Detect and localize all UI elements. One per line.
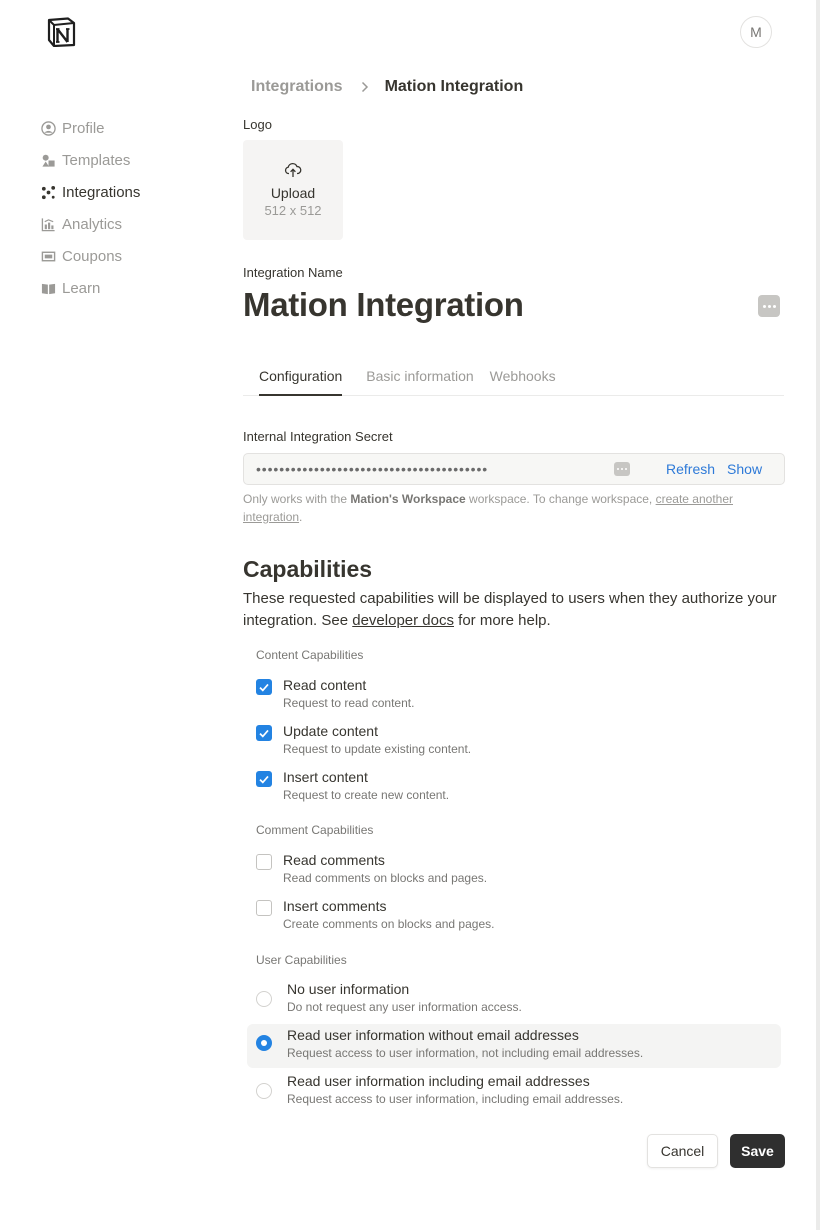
- capabilities-description: [243, 588, 783, 632]
- capability-title: No user information: [287, 981, 410, 997]
- avatar[interactable]: [740, 16, 772, 48]
- sidebar: [40, 112, 140, 304]
- sidebar-item-label: Coupons: [62, 247, 123, 265]
- secret-label: Internal Integration Secret: [243, 429, 393, 444]
- sidebar-item-learn[interactable]: [40, 272, 140, 304]
- breadcrumb-root-link[interactable]: Integrations: [251, 78, 343, 95]
- user-capabilities-label: User Capabilities: [256, 953, 347, 967]
- more-options-icon[interactable]: [758, 295, 780, 317]
- insert-comments-checkbox[interactable]: [256, 900, 272, 916]
- capability-title: Insert comments: [283, 898, 387, 914]
- capability-title: Read user information including email addresses: [287, 1073, 590, 1089]
- notion-logo-icon[interactable]: [47, 17, 76, 47]
- note-text: Only works with the: [243, 492, 351, 506]
- capability-desc: Request to update existing content.: [283, 742, 472, 756]
- capability-desc: Request to create new content.: [283, 788, 450, 802]
- sidebar-item-coupons[interactable]: [40, 240, 140, 272]
- capability-desc: Request to read content.: [283, 696, 415, 710]
- sidebar-item-integrations[interactable]: [40, 176, 140, 208]
- capability-insert-content: [256, 769, 449, 802]
- capability-desc: Request access to user information, including email addresses.: [287, 1092, 624, 1106]
- user-option-with-email[interactable]: [247, 1072, 781, 1116]
- capability-title: Read user information without email addresses: [287, 1027, 579, 1043]
- sidebar-item-label: Templates: [62, 151, 131, 169]
- breadcrumb-current: Mation Integration: [384, 78, 524, 95]
- capability-desc: Create comments on blocks and pages.: [283, 917, 495, 931]
- logo-upload-button[interactable]: [243, 140, 343, 240]
- upload-label: Upload: [270, 185, 316, 201]
- tab-configuration[interactable]: Configuration: [259, 358, 342, 396]
- capability-title: Update content: [283, 723, 378, 739]
- logo-label: Logo: [243, 117, 272, 132]
- tab-webhooks[interactable]: Webhooks: [489, 368, 556, 384]
- note-text: workspace. To change workspace,: [465, 492, 656, 506]
- user-option-without-email[interactable]: [247, 1024, 781, 1068]
- chevron-right-icon: [361, 81, 369, 93]
- coupons-icon: [40, 248, 56, 264]
- profile-icon: [40, 120, 56, 136]
- capability-update-content: [256, 723, 471, 756]
- user-info-without-email-radio[interactable]: [256, 1035, 272, 1051]
- sidebar-item-label: Learn: [62, 279, 101, 297]
- note-workspace: Mation's Workspace: [350, 492, 466, 506]
- show-secret-button[interactable]: Show: [727, 461, 763, 477]
- secret-field: [243, 453, 785, 485]
- cloud-upload-icon: [284, 162, 302, 183]
- capabilities-title: Capabilities: [243, 556, 373, 582]
- breadcrumb: [251, 78, 523, 96]
- templates-icon: [40, 152, 56, 168]
- capability-desc: Request access to user information, not including email addresses.: [287, 1046, 644, 1060]
- refresh-secret-button[interactable]: Refresh: [666, 461, 716, 477]
- sidebar-item-profile[interactable]: [40, 112, 140, 144]
- integration-name-label: Integration Name: [243, 265, 343, 280]
- secret-note: [243, 490, 783, 526]
- read-comments-checkbox[interactable]: [256, 854, 272, 870]
- content-capabilities-label: Content Capabilities: [256, 648, 364, 662]
- integration-name-input[interactable]: Mation Integration: [243, 286, 524, 323]
- insert-content-checkbox[interactable]: [256, 771, 272, 787]
- integrations-icon: [40, 184, 56, 200]
- user-info-with-email-radio[interactable]: [256, 1083, 272, 1099]
- comment-capabilities-label: Comment Capabilities: [256, 823, 374, 837]
- user-option-none[interactable]: [247, 980, 781, 1024]
- upload-size-hint: 512 x 512: [264, 203, 322, 218]
- sidebar-item-label: Integrations: [62, 183, 141, 201]
- capability-title: Insert content: [283, 769, 368, 785]
- desc-text: These requested capabilities will be displayed to users when they authorize your integration. See: [243, 590, 777, 629]
- capability-desc: Read comments on blocks and pages.: [283, 871, 488, 885]
- capability-read-comments: [256, 852, 487, 885]
- create-integration-link[interactable]: create another integration: [243, 492, 733, 524]
- sidebar-item-analytics[interactable]: [40, 208, 140, 240]
- copy-icon[interactable]: [614, 462, 630, 476]
- capability-read-content: [256, 677, 414, 710]
- scrollbar-track[interactable]: [816, 0, 820, 1230]
- sidebar-item-label: Profile: [62, 119, 105, 137]
- cancel-button[interactable]: Cancel: [647, 1134, 718, 1168]
- capability-title: Read comments: [283, 852, 385, 868]
- sidebar-item-label: Analytics: [62, 215, 123, 233]
- analytics-icon: [40, 216, 56, 232]
- secret-masked-value[interactable]: ••••••••••••••••••••••••••••••••••••••••: [256, 461, 489, 477]
- checkmark-icon: [259, 775, 269, 784]
- sidebar-item-templates[interactable]: [40, 144, 140, 176]
- no-user-info-radio[interactable]: [256, 991, 272, 1007]
- note-text: .: [299, 510, 303, 524]
- learn-icon: [40, 280, 56, 296]
- read-content-checkbox[interactable]: [256, 679, 272, 695]
- checkmark-icon: [259, 729, 269, 738]
- checkmark-icon: [259, 683, 269, 692]
- save-button[interactable]: Save: [730, 1134, 785, 1168]
- update-content-checkbox[interactable]: [256, 725, 272, 741]
- tab-bar: [243, 358, 784, 396]
- avatar-initial: M: [750, 24, 762, 40]
- developer-docs-link[interactable]: developer docs: [352, 612, 454, 629]
- tab-basic-information[interactable]: Basic information: [366, 368, 474, 384]
- capability-title: Read content: [283, 677, 367, 693]
- desc-text: for more help.: [453, 612, 551, 629]
- capability-desc: Do not request any user information access.: [287, 1000, 522, 1014]
- capability-insert-comments: [256, 898, 494, 931]
